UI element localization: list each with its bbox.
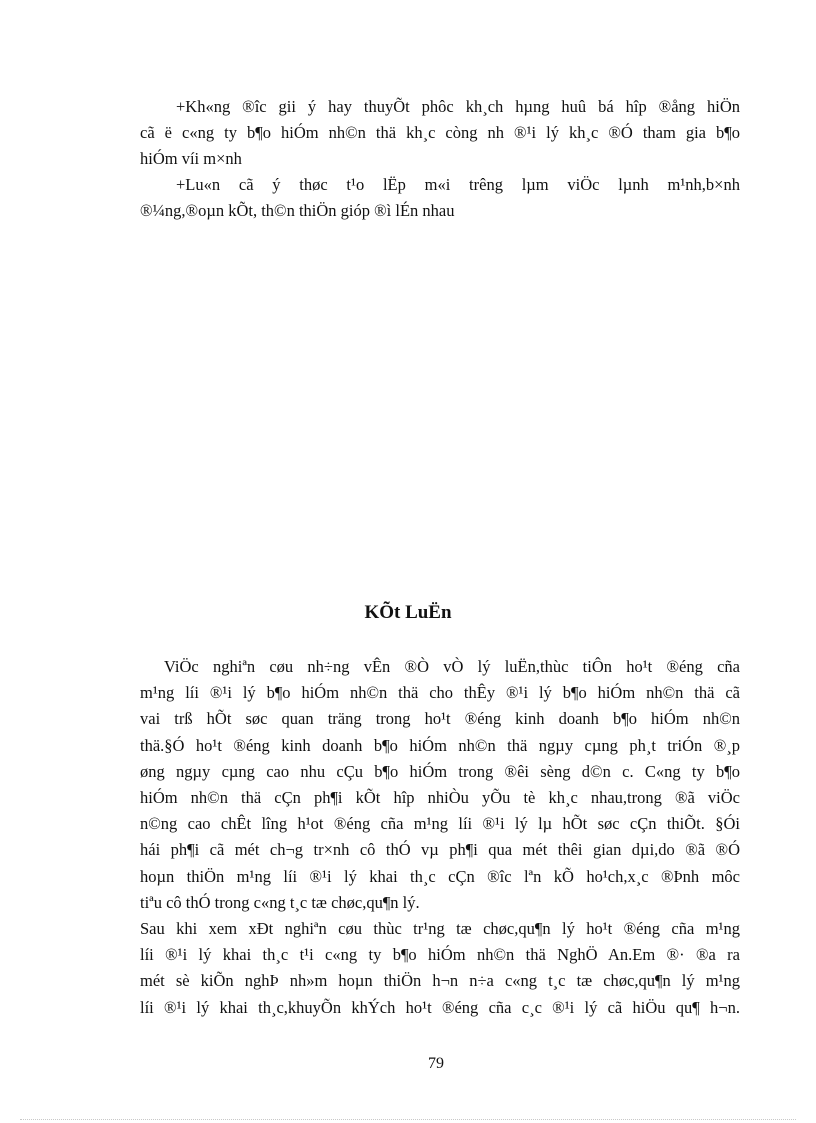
conclusion-p1-line: tiªu cô thÓ trong c«ng t¸c tæ chøc,qu¶n lý. (140, 892, 420, 912)
footer-divider (20, 1119, 796, 1120)
section-heading: KÕt LuËn (364, 602, 452, 623)
conclusion-p2-line: líi ®¹i lý khai th¸c t¹i c«ng ty b¶o hiÓm nh©n thä NghÖ An.Em ®· ®a ra (140, 945, 740, 965)
conclusion-p1-line: hiÓm nh©n thä cÇn ph¶i kÕt hîp nhiÒu yÕu tè kh¸c nhau,trong ®ã viÖc (140, 788, 740, 808)
conclusion-p1-line: thä.§Ó ho¹t ®éng kinh doanh b¶o hiÓm nh©n thä ngµy cµng ph¸t triÓn ®¸p (140, 735, 740, 755)
conclusion-text-block (140, 654, 740, 1021)
rule-paragraph-1-line-1: +Kh«ng ®îc gii ý hay thuyÕt phôc kh¸ch hµng huû bá hîp ®ång hiÖn (176, 97, 740, 116)
conclusion-p1-line: øng ngµy cµng cao nhu cÇu b¶o hiÓm trong ®êi sèng d©n c. C«ng ty b¶o (140, 761, 740, 781)
conclusion-p1-line: hái ph¶i cã mét ch¬g tr×nh cô thÓ vµ ph¶i qua mét thêi gian dµi,do ®ã ®Ó (140, 840, 740, 860)
conclusion-p1-line: vai trß hÕt søc quan träng trong ho¹t ®éng kinh doanh b¶o hiÓm nh©n (140, 709, 740, 729)
top-text-block (140, 94, 740, 224)
rule-paragraph-2-line-1: +Lu«n cã ý thøc t¹o lËp m«i trêng lµm viÖc lµnh m¹nh,b×nh (176, 175, 740, 194)
page-number: 79 (428, 1055, 444, 1072)
rule-paragraph-2-line-2: ®¼ng,®oµn kÕt, th©n thiÖn gióp ®ì lÉn nhau (140, 201, 455, 220)
rule-paragraph-1-line-2: cã ë c«ng ty b¶o hiÓm nh©n thä kh¸c còng nh ®¹i lý kh¸c ®Ó tham gia b¶o (140, 123, 740, 142)
conclusion-p2-line: Sau khi xem xÐt nghiªn cøu thùc tr¹ng tæ chøc,qu¶n lý ho¹t ®éng cña m¹ng (140, 919, 740, 939)
conclusion-p1-line: m¹ng líi ®¹i lý b¶o hiÓm nh©n thä cho thÊy ®¹i lý b¶o hiÓm nh©n thä cã (140, 683, 740, 703)
conclusion-p1-line: ViÖc nghiªn cøu nh÷ng vÊn ®Ò vÒ lý luËn,thùc tiÔn ho¹t ®éng cña (164, 657, 740, 676)
rule-paragraph-1-line-3: hiÓm víi m×nh (140, 149, 242, 168)
conclusion-p1-line: hoµn thiÖn m¹ng líi ®¹i lý khai th¸c cÇn ®îc lªn kÕ ho¹ch,x¸c ®Þnh môc (140, 866, 740, 886)
conclusion-p1-line: n©ng cao chÊt lîng h¹ot ®éng cña m¹ng líi ®¹i lý lµ hÕt søc cÇn thiÕt. §Ói (140, 814, 740, 834)
conclusion-p2-line: líi ®¹i lý khai th¸c,khuyÕn khÝch ho¹t ®éng cña c¸c ®¹i lý cã hiÖu qu¶ h¬n. (140, 997, 740, 1017)
conclusion-p2-line: mét sè kiÕn nghÞ nh»m hoµn thiÖn h¬n n÷a c«ng t¸c tæ chøc,qu¶n lý m¹ng (140, 971, 740, 991)
